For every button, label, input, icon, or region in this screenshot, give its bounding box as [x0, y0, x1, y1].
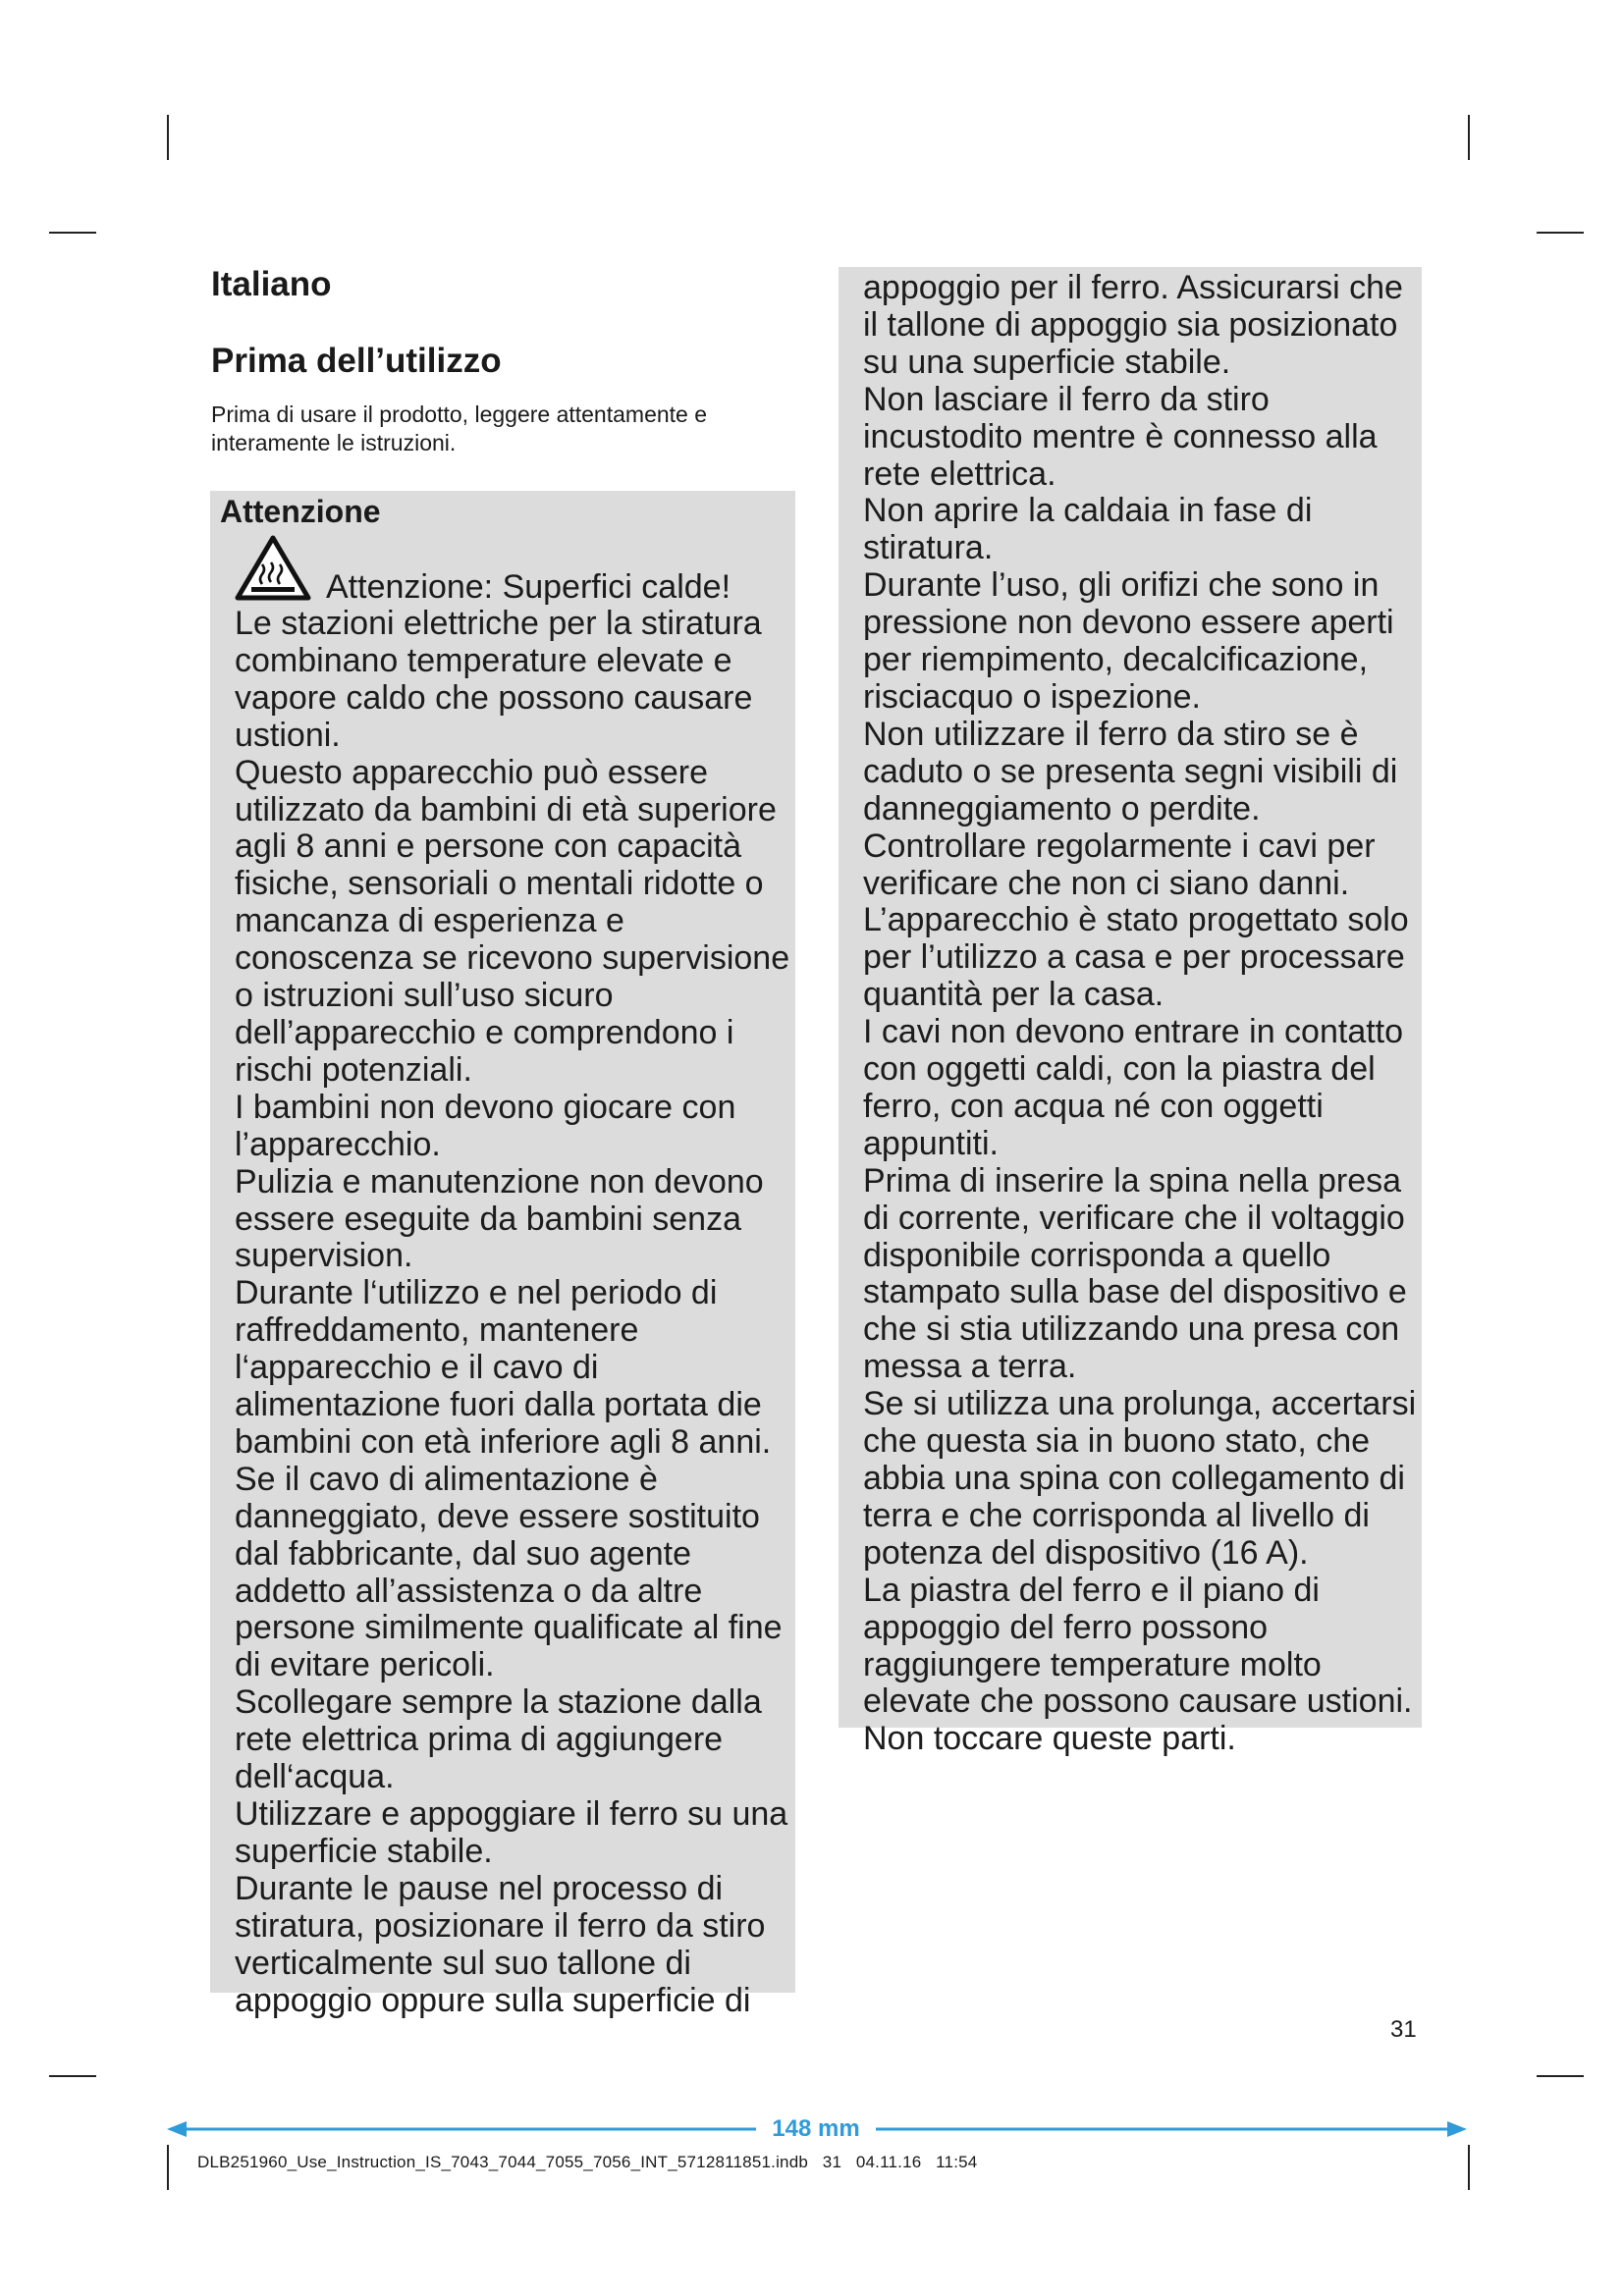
warning-paragraph: La piastra del ferro e il piano di appoggio del ferro possono raggiungere temperature molto elevate che possono causare ustioni. Non toccare queste parti. — [863, 1571, 1413, 1758]
warning-box-title: Attenzione — [220, 494, 381, 529]
warning-paragraph: Questo apparecchio può essere utilizzato da bambini di età superiore agli 8 anni e persone con capacità fisiche, sensoriali o mentali ridotte o mancanza di esperienza e conoscenza se ricevono supervisione o istruzioni sull’uso sicuro dell’apparecchio e comprendono i rischi potenziali. — [235, 753, 790, 1089]
crop-mark-bottom-right — [1468, 2145, 1470, 2190]
ruler-arrow-left-icon — [167, 2121, 187, 2137]
warning-paragraph: I cavi non devono entrare in contatto con oggetti caldi, con la piastra del ferro, con acqua né con oggetti appuntiti. — [863, 1013, 1404, 1162]
page-number: 31 — [1390, 2016, 1417, 2043]
crop-mark-left-upper — [49, 232, 96, 234]
intro-text: Prima di usare il prodotto, leggere attentamente e interamente le istruzioni. — [211, 401, 708, 455]
warning-paragraph: Durante le pause nel processo di stiratura, posizionare il ferro da stiro verticalmente sul suo tallone di appoggio oppure sulla superficie di — [235, 1869, 766, 2019]
warning-paragraph: appoggio per il ferro. Assicurarsi che il tallone di appoggio sia posizionato su una superficie stabile. — [863, 269, 1403, 381]
crop-mark-top-right — [1468, 115, 1470, 160]
warning-paragraph: Non lasciare il ferro da stiro incustodito mentre è connesso alla rete elettrica. — [863, 380, 1378, 493]
crop-mark-top-left — [167, 115, 169, 160]
section-heading: Prima dell’utilizzo — [211, 342, 502, 380]
crop-mark-right-upper — [1537, 232, 1584, 234]
warning-paragraph: Se il cavo di alimentazione è danneggiato, deve essere sostituito dal fabbricante, dal suo agente addetto all’assistenza o da altre persone similmente qualificate al fine di evitare pericoli. — [235, 1460, 783, 1684]
warning-paragraph: Prima di inserire la spina nella presa di corrente, verificare che il voltaggio disponibile corrisponda a quello stampato sulla base del dispositivo e che si stia utilizzando una presa con messa a terra. — [863, 1161, 1407, 1386]
warning-paragraph: Pulizia e manutenzione non devono essere eseguite da bambini senza supervision. — [235, 1162, 764, 1275]
warning-paragraph: Durante l’uso, gli orifizi che sono in pressione non devono essere aperti per riempimento, decalcificazione, risciacquo o ispezione. — [863, 566, 1394, 716]
warning-paragraph: I bambini non devono giocare con l’apparecchio. — [235, 1088, 736, 1163]
language-heading: Italiano — [211, 265, 332, 303]
crop-mark-bottom-left — [167, 2145, 169, 2190]
warning-paragraph: Non utilizzare il ferro da stiro se è caduto o se presenta segni visibili di danneggiamento o perdite. Controllare regolarmente i cavi per verificare che non ci siano danni. — [863, 715, 1398, 902]
hot-surface-warning-text: Attenzione: Superfici calde! — [326, 568, 731, 606]
crop-mark-left-lower — [49, 2075, 96, 2077]
print-footer: DLB251960_Use_Instruction_IS_7043_7044_7055_7056_INT_5712811851.indb 31 04.11.16 11:54 — [197, 2153, 978, 2171]
warning-paragraph: Utilizzare e appoggiare il ferro su una superficie stabile. — [235, 1795, 788, 1870]
page-width-ruler — [167, 2117, 1467, 2141]
ruler-arrow-right-icon — [1447, 2121, 1467, 2137]
warning-paragraph: Le stazioni elettriche per la stiratura combinano temperature elevate e vapore caldo che possono causare ustioni. — [235, 605, 762, 754]
warning-paragraph: Scollegare sempre la stazione dalla rete elettrica prima di aggiungere dell‘acqua. — [235, 1683, 762, 1796]
warning-paragraph: Non aprire la caldaia in fase di stiratura. — [863, 492, 1313, 567]
hot-surface-warning-icon — [235, 535, 311, 602]
warning-paragraph: L’apparecchio è stato progettato solo per l’utilizzo a casa e per processare quantità per la casa. — [863, 901, 1409, 1014]
ruler-label: 148 mm — [772, 2117, 860, 2141]
warning-paragraph: Durante l‘utilizzo e nel periodo di raffreddamento, mantenere l‘apparecchio e il cavo di alimentazione fuori dalla portata die bambini con età inferiore agli 8 anni. — [235, 1274, 772, 1461]
warning-paragraph: Se si utilizza una prolunga, accertarsi che questa sia in buono stato, che abbia una spina con collegamento di terra e che corrisponda al livello di potenza del dispositivo (16 A). — [863, 1385, 1417, 1572]
warning-text-column-right — [863, 270, 1425, 1758]
warning-text-column-left — [235, 606, 794, 2019]
crop-mark-right-lower — [1537, 2075, 1584, 2077]
